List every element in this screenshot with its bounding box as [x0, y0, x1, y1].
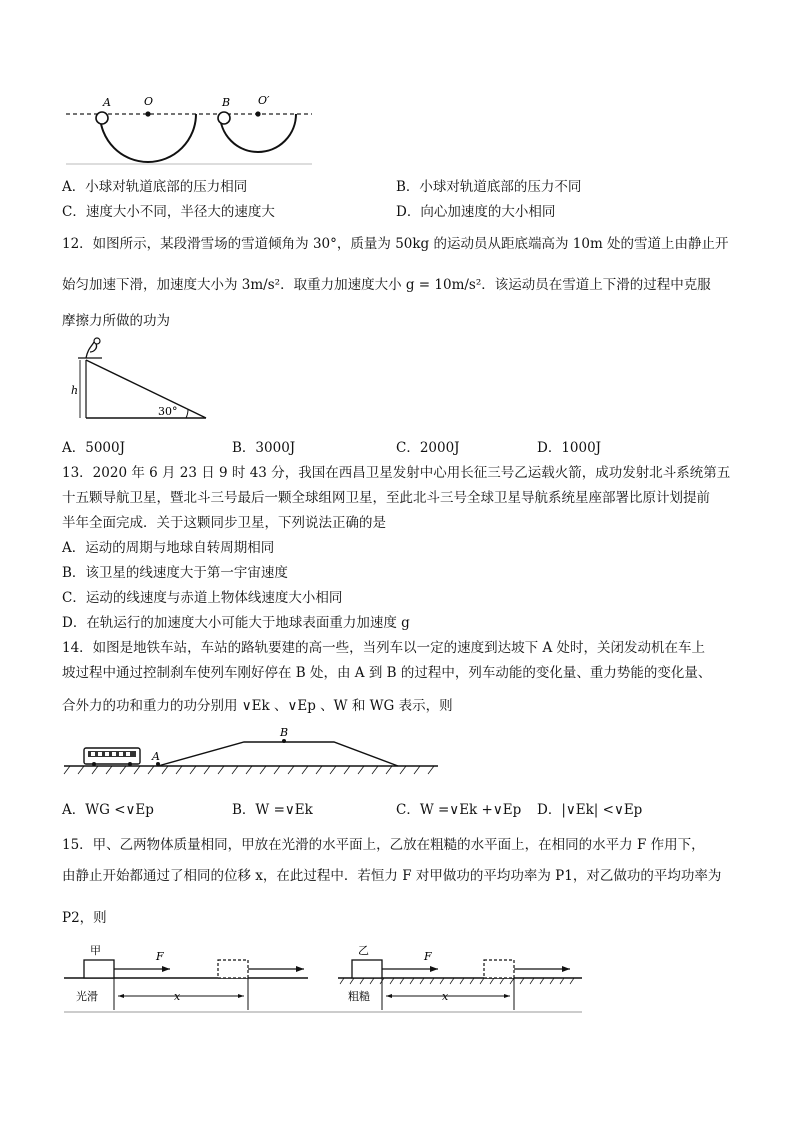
q12-text-line1: 12．如图所示，某段滑雪场的雪道倾角为 30°，质量为 50kg 的运动员从距底端高为 10m 处的雪道上由静止开 — [62, 236, 729, 252]
q15-text-line3: P2，则 — [62, 910, 107, 926]
q14-track-figure — [62, 724, 440, 782]
q13-option-c: C．运动的线速度与赤道上物体线速度大小相同 — [62, 590, 343, 606]
label-h: h — [71, 384, 79, 397]
q14-option-a: A．WG <∨Ep — [62, 802, 154, 818]
q12-option-c: C．2000J — [396, 440, 460, 456]
label-smooth: 光滑 — [76, 990, 98, 1003]
q14-text-line1: 14．如图是地铁车站，车站的路轨要建的高一些，当列车以一定的速度到达坡下 A 处时，关闭发动机在车上 — [62, 640, 706, 656]
label-B: B — [222, 96, 231, 109]
q12-option-d: D．1000J — [537, 440, 602, 456]
q12-slope-figure — [66, 336, 208, 422]
q13-option-d: D．在轨运行的加速度大小可能大于地球表面重力加速度 g — [62, 615, 410, 631]
q12-text-line3: 摩擦力所做的功为 — [62, 313, 170, 329]
label-B: B — [280, 726, 289, 739]
label-O-prime: O′ — [258, 94, 270, 107]
label-rough: 粗糙 — [348, 990, 370, 1003]
q15-text-line1: 15．甲、乙两物体质量相同，甲放在光滑的水平面上，乙放在粗糙的水平面上，在相同的水平力 F 作用下， — [62, 837, 705, 853]
label-F-left: F — [156, 950, 164, 963]
q15-figure — [62, 938, 584, 1014]
q11-option-a: A．小球对轨道底部的压力相同 — [62, 179, 248, 195]
q11-figure — [62, 88, 318, 168]
q14-option-b: B．W =∨Ek — [232, 802, 313, 818]
q13-text-line1: 13．2020 年 6 月 23 日 9 时 43 分，我国在西昌卫星发射中心用长征三号乙运载火箭，成功发射北斗系统第五 — [62, 465, 731, 481]
label-O: O — [144, 95, 154, 108]
q14-option-d: D．|∨Ek| <∨Ep — [537, 802, 643, 818]
q15-text-line2: 由静止开始都通过了相同的位移 x，在此过程中．若恒力 F 对甲做功的平均功率为 P1，对乙做功的平均功率为 — [62, 868, 722, 884]
label-yi: 乙 — [358, 944, 369, 957]
q11-option-b: B．小球对轨道底部的压力不同 — [396, 179, 582, 195]
q12-text-line2: 始匀加速下滑，加速度大小为 3m/s²．取重力加速度大小 g = 10m/s²．该运动员在雪道上下滑的过程中克服 — [62, 277, 711, 293]
label-A: A — [152, 750, 160, 763]
label-jia: 甲 — [90, 944, 101, 957]
label-x-left: x — [174, 990, 181, 1003]
q13-text-line2: 十五颗导航卫星，暨北斗三号最后一颗全球组网卫星，至此北斗三号全球卫星导航系统星座部署比原计划提前 — [62, 490, 710, 506]
q14-option-c: C．W =∨Ek +∨Ep — [396, 802, 522, 818]
q13-option-a: A．运动的周期与地球自转周期相同 — [62, 540, 275, 556]
q13-option-b: B．该卫星的线速度大于第一宇宙速度 — [62, 565, 288, 581]
q11-option-c: C．速度大小不同，半径大的速度大 — [62, 204, 275, 220]
q12-option-a: A．5000J — [62, 440, 126, 456]
label-angle: 30° — [158, 405, 178, 418]
q14-text-line3: 合外力的功和重力的功分别用 ∨Ek 、∨Ep 、W 和 WG 表示，则 — [62, 698, 453, 714]
q11-option-d: D．向心加速度的大小相同 — [396, 204, 556, 220]
q13-text-line3: 半年全面完成．关于这颗同步卫星，下列说法正确的是 — [62, 515, 386, 531]
q12-option-b: B．3000J — [232, 440, 296, 456]
q14-text-line2: 坡过程中通过控制刹车使列车刚好停在 B 处，由 A 到 B 的过程中，列车动能的变化量、重力势能的变化量、 — [62, 665, 712, 681]
label-x-right: x — [442, 990, 449, 1003]
label-F-right: F — [424, 950, 432, 963]
label-A: A — [103, 96, 111, 109]
